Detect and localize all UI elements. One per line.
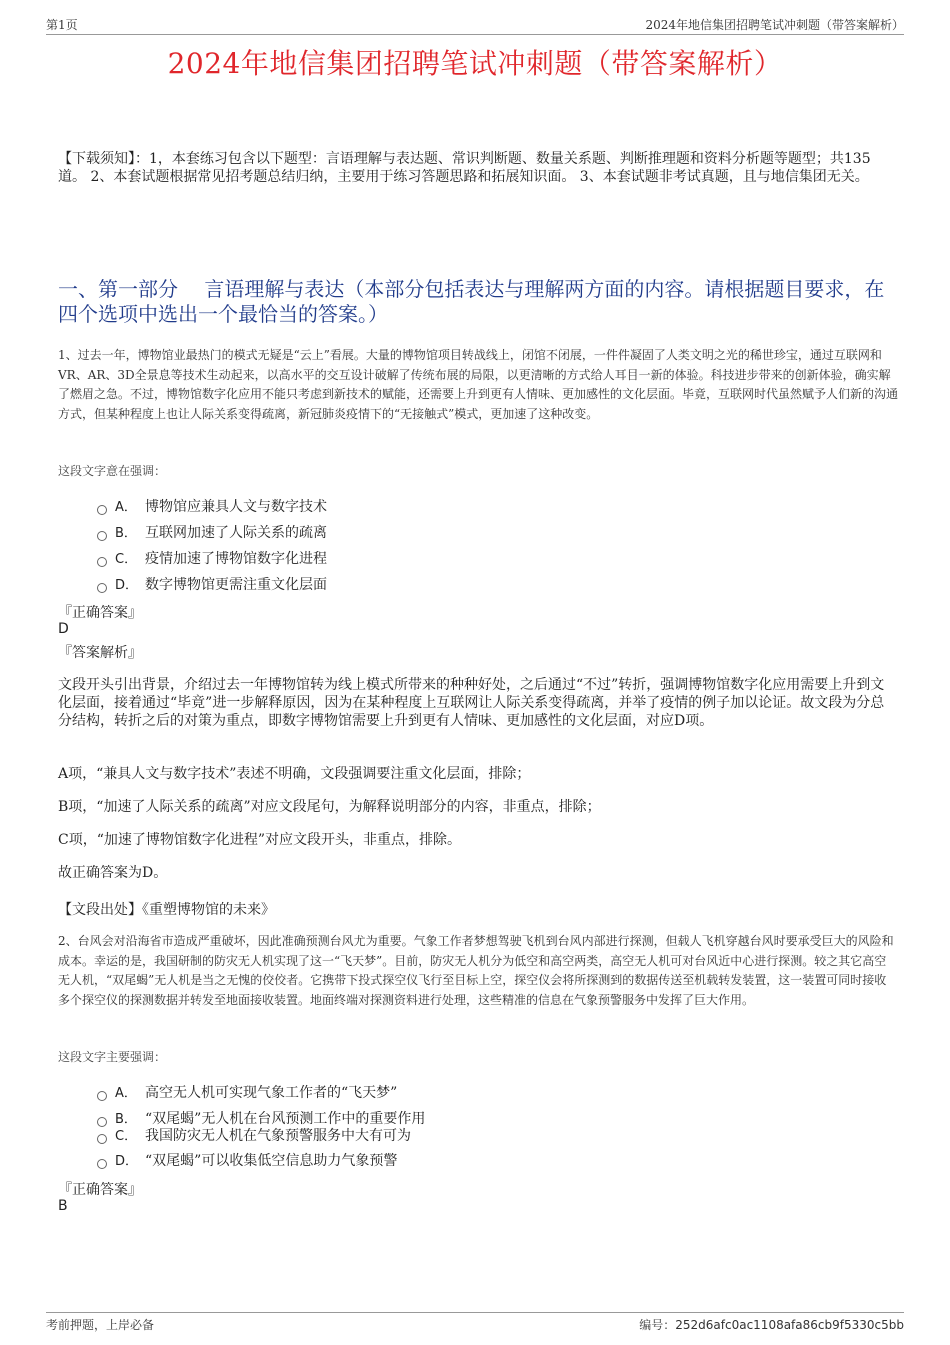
q1-analysis-label: 『答案解析』 bbox=[58, 645, 142, 661]
q1-source: 【文段出处】《重塑博物馆的未来》 bbox=[58, 902, 275, 918]
q1-option-b[interactable]: B． 互联网加速了人际关系的疏离 bbox=[97, 522, 327, 542]
q2-answer: B bbox=[58, 1198, 68, 1214]
q1-analysis-paragraph: 文段开头引出背景，介绍过去一年博物馆转为线上模式所带来的种种好处，之后通过“不过”转折，强调博物馆数字化应用需要上升到文化层面，接着通过“毕竟”进一步解释原因，因为在某种程度上互联网让人际关系变得疏离，并举了疫情的例子加以论证。故文段为分总分结构，转折之后的对策为重点，即数字博物馆需要上升到更有人情味、更加感性的文化层面，对应D项。 bbox=[58, 677, 885, 729]
radio-icon[interactable] bbox=[97, 505, 107, 515]
q1-answer: D bbox=[58, 621, 69, 637]
q1-answer-label: 『正确答案』 bbox=[58, 605, 142, 621]
q1-option-a[interactable]: A． 博物馆应兼具人文与数字技术 bbox=[97, 496, 327, 516]
q2-option-d[interactable]: D． “双尾蝎”可以收集低空信息助力气象预警 bbox=[97, 1150, 397, 1170]
footer-serial: 编号：252d6afc0ac1108afa86cb9f5330c5bb bbox=[639, 1318, 904, 1332]
q2-option-a[interactable]: A． 高空无人机可实现气象工作者的“飞天梦” bbox=[97, 1082, 397, 1102]
document-title: 2024年地信集团招聘笔试冲刺题（带答案解析） bbox=[167, 47, 783, 80]
q1-analysis-c: C项，“加速了博物馆数字化进程”对应文段开头，非重点，排除。 bbox=[58, 832, 462, 848]
q1-analysis-conclusion: 故正确答案为D。 bbox=[58, 865, 168, 881]
q1-option-c[interactable]: C． 疫情加速了博物馆数字化进程 bbox=[97, 548, 327, 568]
radio-icon[interactable] bbox=[97, 1091, 107, 1101]
question-1-prompt: 这段文字意在强调： bbox=[58, 464, 167, 478]
footer-slogan: 考前押题，上岸必备 bbox=[46, 1318, 155, 1332]
q1-analysis-b: B项，“加速了人际关系的疏离”对应文段尾句，为解释说明部分的内容，非重点，排除； bbox=[58, 799, 601, 815]
q2-answer-label: 『正确答案』 bbox=[58, 1182, 142, 1198]
question-1-text: 1、过去一年，博物馆业最热门的模式无疑是“云上”看展。大量的博物馆项目转战线上，闭馆不闭展，一件件凝固了人类文明之光的稀世珍宝，通过互联网和VR、AR、3D全景息等技术生动起来，以高水平的交互设计破解了传统布展的局限，以更清晰的方式给人耳目一新的体验。科技进步带来的创新体验，确实解了燃眉之急。不过，博物馆数字化应用不能只考虑到新技术的赋能，还需要上升到更有人情味、更加感性的文化层面。毕竟，互联网时代虽然赋予人们新的沟通方式，但某种程度上也让人际关系变得疏离，新冠肺炎疫情下的“无接触式”模式，更加速了这种改变。 bbox=[58, 348, 899, 421]
question-2-text: 2、台风会对沿海省市造成严重破坏，因此准确预测台风尤为重要。气象工作者梦想驾驶飞机到台风内部进行探测，但载人飞机穿越台风时要承受巨大的风险和成本。幸运的是，我国研制的防灾无人机实现了这一“飞天梦”。目前，防灾无人机分为低空和高空两类，高空无人机可对台风近中心进行探测。较之其它高空无人机，“双尾蝎”无人机是当之无愧的佼佼者。它携带下投式探空仪飞行至目标上空，探空仪会将所探测到的数据传送至机载转发装置，这一装置可同时接收多个探空仪的探测数据并转发至地面接收装置。地面终端对探测资料进行处理，这些精准的信息在气象预警服务中发挥了巨大作用。 bbox=[58, 934, 894, 1007]
section-title: 一、第一部分 言语理解与表达（本部分包括表达与理解两方面的内容。请根据题目要求，在四个选项中选出一个最恰当的答案。） bbox=[58, 277, 885, 326]
page-footer bbox=[46, 1312, 904, 1333]
radio-icon[interactable] bbox=[97, 1134, 107, 1144]
radio-icon[interactable] bbox=[97, 583, 107, 593]
q2-option-c[interactable]: C． 我国防灾无人机在气象预警服务中大有可为 bbox=[97, 1125, 411, 1145]
page-header bbox=[46, 14, 904, 35]
radio-icon[interactable] bbox=[97, 1159, 107, 1169]
q2-option-b[interactable]: B． “双尾蝎”无人机在台风预测工作中的重要作用 bbox=[97, 1108, 425, 1128]
question-2-prompt: 这段文字主要强调： bbox=[58, 1050, 167, 1064]
q1-analysis-a: A项，“兼具人文与数字技术”表述不明确，文段强调要注重文化层面，排除； bbox=[58, 766, 531, 782]
download-notice: 【下载须知】：1，本套练习包含以下题型：言语理解与表达题、常识判断题、数量关系题、判断推理题和资料分析题等题型；共135道。 2、本套试题根据常见招考题总结归纳，主要用于练习答题思路和拓展知识面。 3、本套试题非考试真题，且与地信集团无关。 bbox=[58, 151, 871, 185]
q1-option-d[interactable]: D． 数字博物馆更需注重文化层面 bbox=[97, 574, 327, 594]
radio-icon[interactable] bbox=[97, 531, 107, 541]
header-doc-title: 2024年地信集团招聘笔试冲刺题（带答案解析） bbox=[645, 18, 904, 32]
page-number: 第1页 bbox=[46, 18, 78, 32]
radio-icon[interactable] bbox=[97, 557, 107, 567]
